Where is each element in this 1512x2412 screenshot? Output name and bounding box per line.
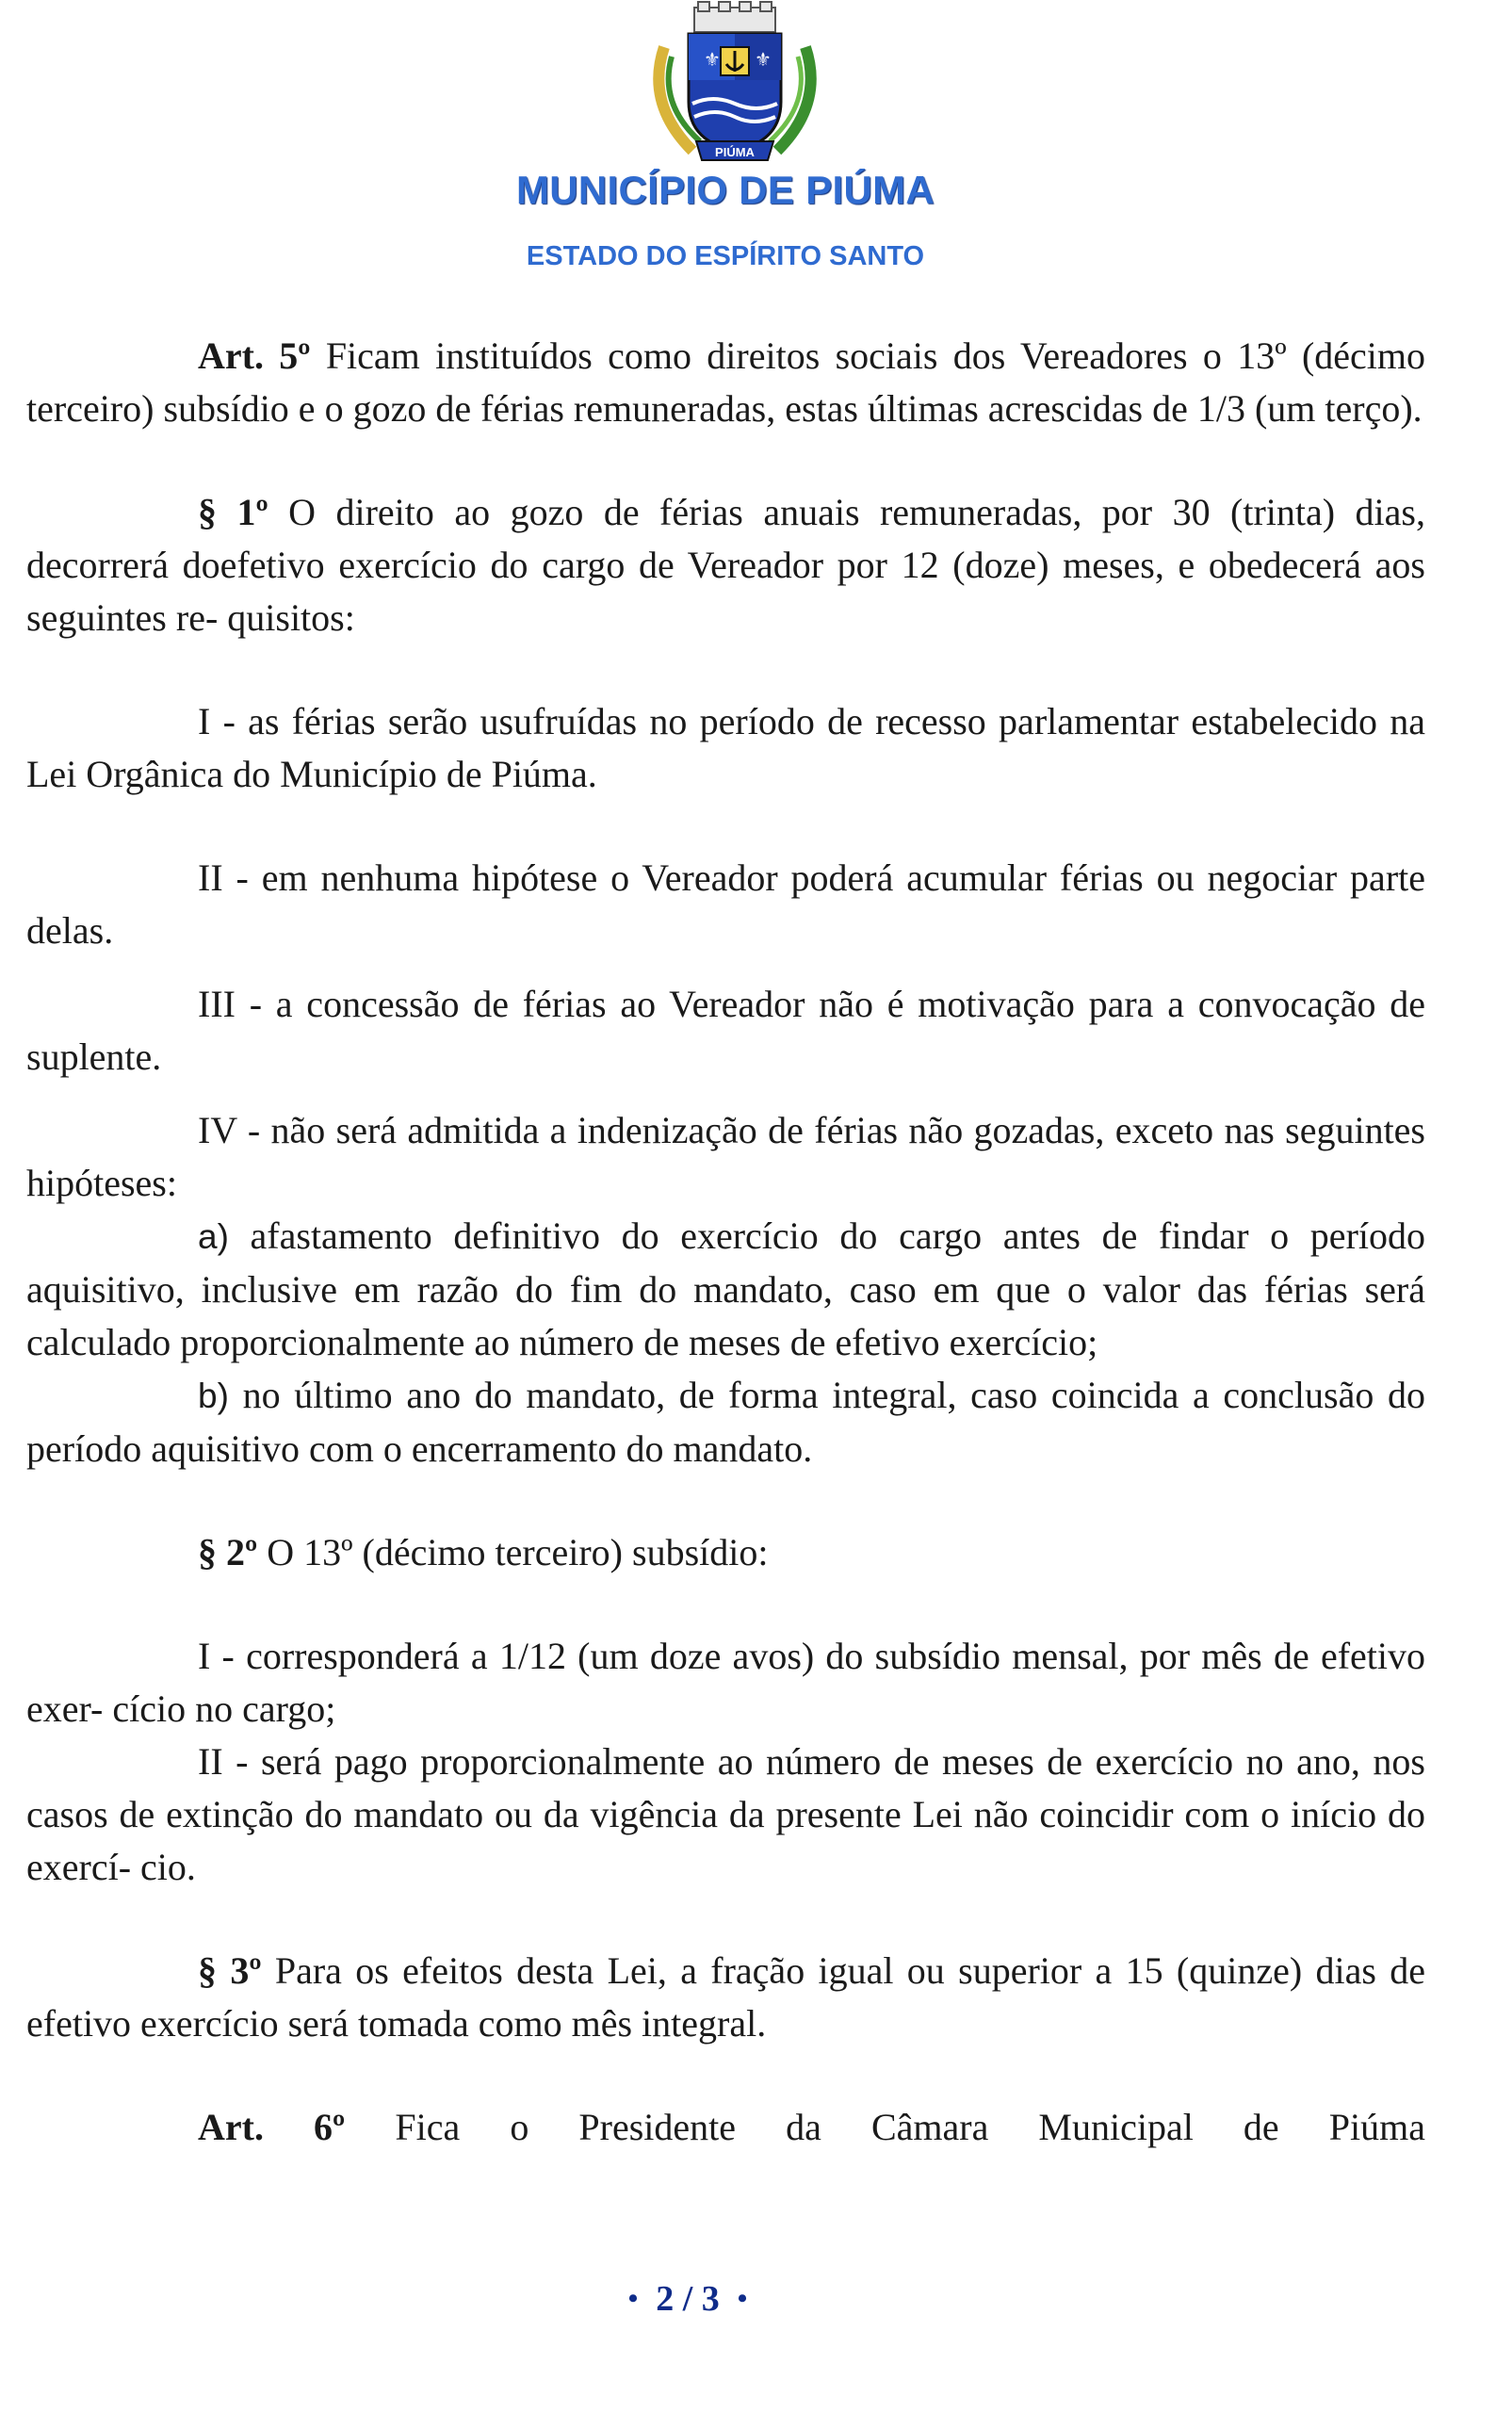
paragraph-1-item-iv: IV - não será admitida a indenização de férias não gozadas, exceto nas seguintes hipóteses: bbox=[26, 1109, 1425, 1204]
paragraph-3-text: Para os efeitos desta Lei, a fração igual ou superior a 15 (quinze) dias de efetivo exercício será tomada como mês integral. bbox=[26, 1949, 1426, 2045]
page-number: 2 / 3 bbox=[656, 2279, 720, 2319]
paragraph-3-label: § 3º bbox=[198, 1949, 262, 1992]
paragraph-1-item-ii: II - em nenhuma hipótese o Vereador poderá acumular férias ou negociar parte delas. bbox=[26, 856, 1425, 952]
paragraph-2-item-i: I - corresponderá a 1/12 (um doze avos) do subsídio mensal, por mês de efetivo exer- cício no cargo; bbox=[26, 1635, 1425, 1730]
bullet-right: • bbox=[737, 2283, 748, 2314]
item-a-label: a) bbox=[198, 1217, 229, 1256]
letterhead bbox=[0, 0, 1512, 283]
paragraph-1-text: O direito ao gozo de férias anuais remuneradas, por 30 (trinta) dias, decorrerá doefetivo exercício do cargo de Vereador por 12 (doze) meses, e obedecerá aos seguintes re- quisitos: bbox=[26, 491, 1425, 639]
article-6 bbox=[26, 2101, 1425, 2154]
article-6-label: Art. 6º bbox=[198, 2106, 346, 2148]
article-5 bbox=[26, 330, 1425, 435]
municipality-title: MUNICÍPIO DE PIÚMA bbox=[515, 168, 935, 212]
svg-text:⚜: ⚜ bbox=[755, 48, 772, 71]
paragraph-3 bbox=[26, 1945, 1425, 2050]
bullet-left: • bbox=[627, 2283, 639, 2314]
item-a-text: afastamento definitivo do exercício do cargo antes de findar o período aquisitivo, inclusive em razão do fim do mandato, caso em que o valor das férias será calculado proporcionalmente ao número de meses de efetivo exercício; bbox=[26, 1214, 1425, 1363]
article-5-text: Ficam instituídos como direitos sociais dos Vereadores o 13º (décimo terceiro) subsídio e o gozo de férias remuneradas, estas últimas acrescidas de 1/3 (um terço). bbox=[26, 334, 1426, 430]
paragraph-2-label: § 2º bbox=[198, 1531, 258, 1573]
svg-text:⚜: ⚜ bbox=[704, 48, 721, 71]
law-text bbox=[26, 330, 1425, 2154]
article-5-label: Art. 5º bbox=[198, 334, 311, 377]
crest-banner-text: PIÚMA bbox=[715, 145, 755, 159]
paragraph-1 bbox=[26, 486, 1425, 644]
page-number-footer bbox=[0, 2278, 1375, 2320]
item-b-text: no último ano do mandato, de forma integral, caso coincida a conclusão do período aquisitivo com o encerramento do mandato. bbox=[26, 1374, 1425, 1470]
paragraph-2-text: O 13º (décimo terceiro) subsídio: bbox=[267, 1531, 769, 1573]
item-b-label: b) bbox=[198, 1377, 229, 1415]
paragraph-2 bbox=[26, 1526, 1425, 1579]
paragraph-1-item-i: I - as férias serão usufruídas no período de recesso parlamentar estabelecido na Lei Orgânica do Município de Piúma. bbox=[26, 700, 1425, 795]
article-6-text: Fica o Presidente da Câmara Municipal de Piúma bbox=[395, 2106, 1426, 2148]
municipal-coat-of-arms-icon bbox=[626, 0, 843, 170]
state-subtitle: ESTADO DO ESPÍRITO SANTO bbox=[526, 241, 925, 271]
paragraph-1-item-iii: III - a concessão de férias ao Vereador não é motivação para a convocação de suplente. bbox=[26, 983, 1425, 1078]
paragraph-1-label: § 1º bbox=[198, 491, 268, 533]
paragraph-2-item-ii: II - será pago proporcionalmente ao número de meses de exercício no ano, nos casos de extinção do mandato ou da vigência da presente Lei não coincidir com o início do exercí- cio. bbox=[26, 1740, 1425, 1888]
paragraph-1-item-b bbox=[26, 1369, 1425, 1475]
paragraph-1-item-a bbox=[26, 1210, 1425, 1369]
